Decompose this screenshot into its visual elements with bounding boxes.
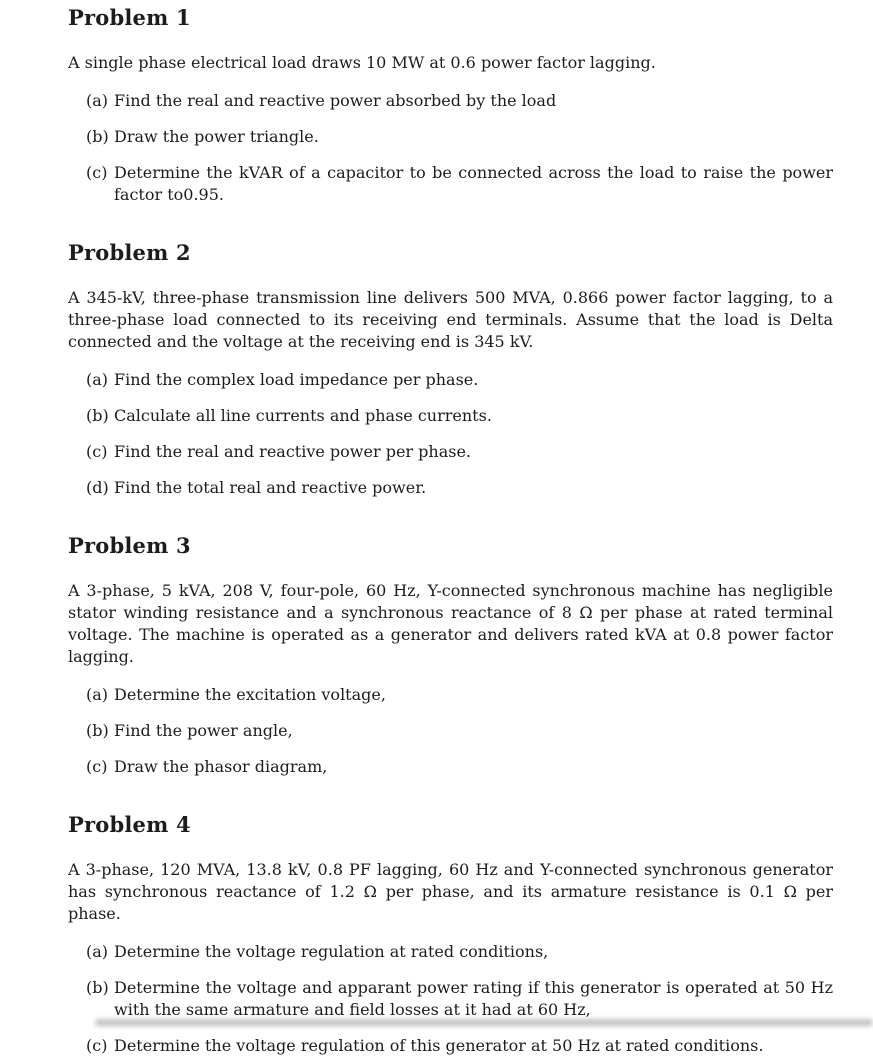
item-text: Calculate all line currents and phase currents.: [114, 406, 492, 425]
problem-item: [86, 405, 833, 427]
problem-intro: A 345-kV, three-phase transmission line delivers 500 MVA, 0.866 power factor lagging, to a three-phase load connected to its receiving end terminals. Assume that the load is Delta connected and the voltage at the receiving end is 345 kV.: [68, 288, 833, 351]
problem-items: [68, 684, 833, 778]
problem-item: [86, 477, 833, 499]
problem-title: Problem 1: [68, 5, 191, 30]
item-text: Find the power angle,: [114, 721, 293, 740]
item-text: Find the total real and reactive power.: [114, 478, 427, 497]
problem-items: [68, 369, 833, 499]
item-text: Determine the voltage regulation at rated conditions,: [114, 942, 549, 961]
problem-item: [86, 720, 833, 742]
problem-title: Problem 2: [68, 240, 191, 265]
problem-item: [86, 90, 833, 112]
problem-item: [86, 162, 833, 206]
problem-title: Problem 3: [68, 533, 191, 558]
item-text: Determine the voltage regulation of this generator at 50 Hz at rated conditions.: [114, 1036, 764, 1055]
problem-items: [68, 941, 833, 1057]
problem-section: [68, 533, 833, 778]
problem-title: Problem 4: [68, 812, 191, 837]
scan-artifact: [95, 1019, 873, 1026]
item-label: (c): [86, 163, 108, 182]
problems-container: [68, 5, 833, 1057]
problem-section: [68, 5, 833, 206]
problem-item: [86, 756, 833, 778]
item-label: (a): [86, 685, 109, 704]
problem-intro: A 3-phase, 120 MVA, 13.8 kV, 0.8 PF lagging, 60 Hz and Y-connected synchronous generator has synchronous reactance of 1.2 Ω per phase, and its armature resistance is 0.1 Ω per phase.: [68, 860, 833, 923]
problem-item: [86, 441, 833, 463]
item-text: Find the real and reactive power per phase.: [114, 442, 471, 461]
problem-intro: A single phase electrical load draws 10 MW at 0.6 power factor lagging.: [68, 53, 656, 72]
item-label: (b): [86, 721, 109, 740]
problem-item: [86, 941, 833, 963]
item-label: (b): [86, 406, 109, 425]
problem-item: [86, 684, 833, 706]
item-text: Find the complex load impedance per phase.: [114, 370, 479, 389]
item-label: (b): [86, 127, 109, 146]
item-text: Draw the phasor diagram,: [114, 757, 328, 776]
problem-intro: A 3-phase, 5 kVA, 208 V, four-pole, 60 Hz, Y-connected synchronous machine has negligible stator winding resistance and a synchronous reactance of 8 Ω per phase at rated terminal voltage. The machine is operated as a generator and delivers rated kVA at 0.8 power factor lagging.: [68, 581, 833, 666]
problem-items: [68, 90, 833, 206]
item-label: (a): [86, 91, 109, 110]
item-label: (c): [86, 442, 108, 461]
item-text: Determine the voltage and apparant power rating if this generator is operated at 50 Hz with the same armature and field losses at it had at 60 Hz,: [114, 978, 833, 1019]
item-label: (b): [86, 978, 109, 997]
problem-section: [68, 240, 833, 499]
item-label: (d): [86, 478, 109, 497]
problem-item: [86, 1035, 833, 1057]
item-label: (c): [86, 1036, 108, 1055]
item-label: (a): [86, 370, 109, 389]
item-text: Determine the kVAR of a capacitor to be connected across the load to raise the power factor to0.95.: [114, 163, 833, 204]
item-label: (c): [86, 757, 108, 776]
problem-item: [86, 977, 833, 1021]
problem-item: [86, 369, 833, 391]
item-label: (a): [86, 942, 109, 961]
problem-item: [86, 126, 833, 148]
item-text: Determine the excitation voltage,: [114, 685, 386, 704]
item-text: Find the real and reactive power absorbed by the load: [114, 91, 557, 110]
item-text: Draw the power triangle.: [114, 127, 319, 146]
